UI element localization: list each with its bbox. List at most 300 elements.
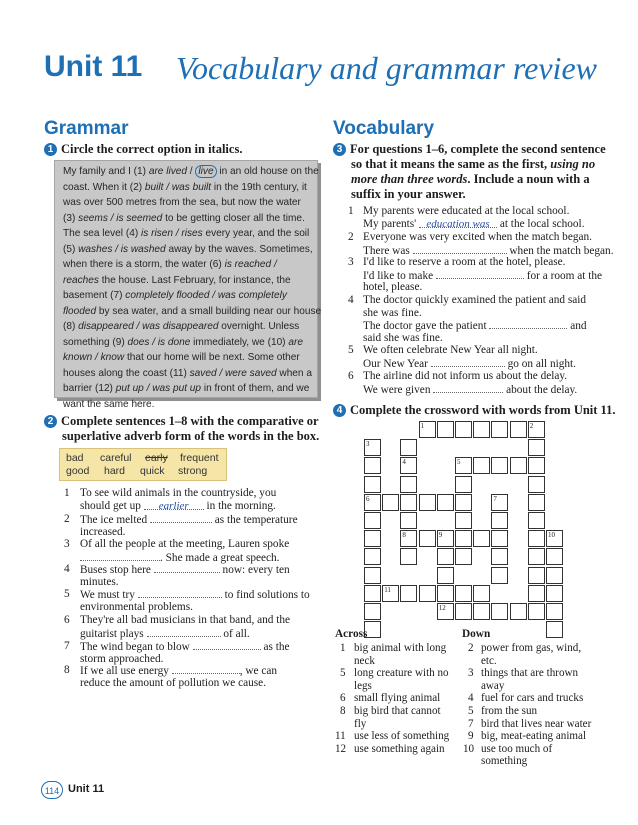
- crossword-cell: [437, 421, 454, 438]
- item-text: of all.: [220, 627, 250, 640]
- ex1-line: [63, 164, 319, 180]
- ex1-line: [63, 335, 311, 351]
- crossword-number: 9: [438, 531, 443, 540]
- crossword-number: 7: [493, 494, 497, 503]
- paragraph-text: /: [186, 166, 196, 177]
- clue-text: long creature with no: [354, 667, 449, 680]
- crossword-number: 12: [438, 604, 446, 612]
- item-text: as the: [260, 641, 290, 653]
- handwritten-answer: education was: [426, 217, 490, 230]
- item-number: 2: [64, 513, 70, 525]
- paragraph-text: immediately, we (10): [190, 336, 289, 348]
- answer-blank: [433, 383, 503, 393]
- paragraph-text: coast. When it (2): [63, 181, 145, 193]
- paragraph-text: was over 500 metres from the sea, but now the water: [63, 197, 301, 208]
- item-line: [80, 664, 277, 678]
- paragraph-text: away by the waves. Sometimes,: [165, 243, 313, 255]
- crossword-cell: [364, 603, 381, 620]
- item-text: said she was fine.: [363, 331, 443, 344]
- item-line: [363, 269, 602, 283]
- clue-number: 3: [468, 667, 474, 680]
- paragraph-text: (5): [63, 243, 79, 255]
- option-text: is reached /: [224, 259, 277, 270]
- answer-blank: [419, 218, 497, 228]
- answer-blank: [489, 319, 567, 329]
- clue-number: 6: [340, 692, 346, 705]
- crossword-cell: [455, 421, 472, 438]
- option-text: known / know: [63, 352, 125, 363]
- crossword-cell: [510, 603, 527, 620]
- crossword-cell: [546, 548, 563, 565]
- crossword-cell: [473, 421, 490, 438]
- crossword-number: 2: [529, 422, 534, 430]
- item-text: when the match began.: [506, 244, 614, 257]
- ex1-instruction: [44, 142, 242, 157]
- crossword-cell: [437, 494, 454, 511]
- item-number: 1: [64, 487, 70, 499]
- item-line: [80, 601, 193, 614]
- item-text: she was fine.: [363, 306, 422, 319]
- handwritten-answer: earlier: [158, 499, 189, 512]
- item-line: [80, 627, 250, 641]
- item-text: The doctor gave the patient: [363, 320, 490, 333]
- item-text: should get up: [80, 499, 144, 512]
- paragraph-text: in front of them, and we: [201, 383, 310, 394]
- clue-number: 2: [468, 642, 474, 654]
- crossword-cell: [455, 603, 472, 620]
- ex1-line: [63, 273, 311, 289]
- paragraph-text: overnight. Unless: [218, 321, 300, 332]
- crossword-cell: [364, 585, 381, 602]
- clue-text: something: [481, 755, 528, 768]
- paragraph-text: by sea water, and a small building near our house: [96, 305, 322, 317]
- option-text: flooded: [63, 305, 97, 317]
- paragraph-text: basement (7): [63, 290, 126, 301]
- word-box: [59, 448, 227, 481]
- answer-blank: [436, 269, 524, 279]
- item-line: [363, 344, 538, 357]
- item-text: for a room at the: [523, 269, 603, 282]
- clue-text: legs: [354, 679, 372, 692]
- crossword-cell: [491, 457, 508, 474]
- crossword-cell: [528, 548, 545, 565]
- ex1-paragraph: [63, 164, 322, 412]
- crossword-cell: [382, 494, 399, 511]
- clue-text: use less of something: [354, 730, 450, 743]
- item-number: 3: [64, 538, 70, 550]
- item-line: [363, 357, 576, 371]
- paragraph-text: (8): [63, 321, 79, 332]
- item-text: My parents': [363, 217, 419, 230]
- crossword-cell: [546, 603, 563, 620]
- option-text: washes / is washed: [78, 243, 166, 255]
- crossword-cell: [473, 585, 490, 602]
- ex3-number-badge: 3: [333, 143, 346, 156]
- item-number: 6: [348, 370, 354, 382]
- item-line: [363, 307, 422, 320]
- option-text: saved / were saved: [189, 367, 277, 379]
- crossword-number: 6: [366, 494, 370, 503]
- item-text: and: [567, 320, 587, 333]
- paragraph-text: My family and I (1): [63, 166, 149, 177]
- item-text: environmental problems.: [80, 600, 193, 613]
- clue-text: small flying animal: [354, 692, 441, 705]
- crossword-cell: [455, 585, 472, 602]
- ex3-instruction-line2b: using no: [550, 157, 596, 171]
- ex2-instruction: [44, 414, 319, 444]
- answer-blank: [154, 563, 220, 573]
- item-text: Of all the people at the meeting, Lauren spoke: [80, 538, 290, 550]
- crossword-cell: [437, 585, 454, 602]
- item-text: in the morning.: [203, 499, 276, 512]
- answer-blank: [144, 500, 204, 510]
- paragraph-text: houses along the coast (11): [63, 367, 190, 379]
- paragraph-text: that our home will be next. Some other: [124, 352, 300, 363]
- clue-text: neck: [354, 654, 375, 667]
- answer-blank: [413, 244, 507, 254]
- clue-number: 10: [463, 742, 475, 755]
- word-box-item: hard: [104, 465, 126, 477]
- item-line: [363, 256, 565, 269]
- page-title: Vocabulary and grammar review: [176, 50, 597, 86]
- clue-text: big animal with long: [354, 642, 447, 654]
- item-text: , we can: [239, 665, 278, 677]
- clue-number: 7: [468, 717, 474, 730]
- word-box-item: quick: [140, 465, 165, 477]
- item-number: 2: [348, 231, 354, 243]
- clue-text: power from gas, wind,: [481, 642, 582, 654]
- ex1-line: [63, 319, 311, 335]
- item-text: hotel, please.: [363, 281, 423, 294]
- crossword-cell: [419, 585, 436, 602]
- ex1-line: [63, 288, 311, 304]
- crossword-cell: [400, 512, 417, 529]
- item-line: [363, 332, 443, 345]
- clue-number: 5: [468, 705, 474, 717]
- paragraph-text: when there is a storm, the water (6): [63, 259, 225, 270]
- crossword-number: 11: [384, 585, 391, 594]
- option-text: does / is done: [127, 336, 191, 348]
- clue-text: things that are thrown: [481, 667, 579, 680]
- crossword-cell: [455, 512, 472, 529]
- ex1-line: [63, 211, 311, 227]
- clue-number: 1: [340, 642, 346, 654]
- crossword-cell: [528, 439, 545, 456]
- crossword-cell: [491, 548, 508, 565]
- item-text: I'd like to reserve a room at the hotel, please.: [363, 256, 566, 268]
- crossword-cell: [455, 530, 472, 547]
- crossword-cell: [473, 530, 490, 547]
- paragraph-text: to be getting closer all the time.: [162, 212, 305, 224]
- item-line: [80, 576, 119, 589]
- paragraph-text: in an old house on the: [216, 166, 319, 177]
- item-line: [363, 281, 422, 294]
- crossword-cell: [419, 530, 436, 547]
- item-number: 7: [64, 640, 70, 652]
- item-number: 6: [64, 614, 70, 626]
- item-text: go on all night.: [504, 357, 577, 370]
- item-text: Buses stop here: [80, 564, 154, 576]
- grammar-heading: Grammar: [44, 118, 129, 139]
- item-line: [363, 294, 586, 307]
- crossword-cell: [400, 494, 417, 511]
- ex1-line: [63, 381, 311, 397]
- crossword-cell: [364, 457, 381, 474]
- crossword-number: 10: [548, 531, 555, 540]
- ex1-line: [63, 366, 311, 382]
- item-text: If we all use energy: [80, 665, 172, 677]
- circled-answer: live: [195, 165, 216, 178]
- crossword-cell: [546, 567, 563, 584]
- paragraph-text: want the same here.: [63, 398, 155, 410]
- clue-text: etc.: [481, 654, 497, 667]
- crossword-number: 8: [402, 531, 406, 540]
- ex1-line: [63, 242, 311, 258]
- word-box-item: frequent: [180, 452, 219, 464]
- item-line: [80, 513, 298, 527]
- paragraph-text: something (9): [63, 336, 128, 348]
- item-line: [363, 383, 577, 397]
- paragraph-text: when a: [276, 367, 312, 379]
- item-number: 4: [64, 563, 70, 575]
- crossword-cell: [546, 585, 563, 602]
- option-text: built / was built: [144, 181, 212, 193]
- crossword-cell: [491, 512, 508, 529]
- option-text: are: [288, 336, 303, 348]
- option-text: are lived: [148, 166, 187, 177]
- crossword-cell: [510, 421, 527, 438]
- crossword-cell: [419, 494, 436, 511]
- crossword-cell: [546, 621, 563, 638]
- item-text: The ice melted: [80, 514, 150, 526]
- option-text: reaches: [63, 274, 99, 286]
- crossword-cell: [364, 476, 381, 493]
- clue-text: fuel for cars and trucks: [481, 692, 584, 705]
- item-line: [80, 526, 125, 539]
- ex1-instruction-text: Circle the correct option in italics.: [61, 142, 243, 156]
- item-text: I'd like to make: [363, 269, 436, 282]
- clue-number: 5: [340, 667, 346, 680]
- item-text: storm approached.: [80, 652, 164, 665]
- crossword-cell: [400, 476, 417, 493]
- paragraph-text: (3): [63, 212, 79, 224]
- ex4-instruction: [333, 403, 616, 418]
- ex4-instruction-text: Complete the crossword with words from Unit 11.: [350, 403, 616, 417]
- word-box-item: bad: [66, 452, 84, 464]
- crossword-cell: [528, 512, 545, 529]
- crossword-cell: [528, 603, 545, 620]
- paragraph-text: the house. Last February, for instance, the: [98, 274, 291, 286]
- clue-number: 9: [468, 730, 474, 743]
- item-text: . She made a great speech.: [160, 551, 280, 564]
- item-line: [363, 205, 569, 218]
- answer-blank: [172, 664, 240, 674]
- item-text: as the temperature: [211, 514, 298, 526]
- crossword-cell: [491, 530, 508, 547]
- word-box-item: careful: [100, 452, 132, 464]
- item-number: 4: [348, 294, 354, 306]
- clue-text: bird that lives near water: [481, 717, 592, 730]
- item-text: The doctor quickly examined the patient and said: [363, 294, 587, 306]
- item-line: [80, 588, 310, 602]
- answer-blank: [147, 627, 221, 637]
- item-line: [363, 218, 585, 231]
- crossword-cell: [364, 512, 381, 529]
- ex3-instruction: [333, 142, 623, 202]
- crossword-cell: [510, 457, 527, 474]
- vocabulary-heading: Vocabulary: [333, 118, 435, 139]
- crossword-cell: [491, 567, 508, 584]
- item-text: at the local school.: [497, 217, 585, 230]
- item-number: 5: [64, 588, 70, 600]
- ex1-line: [63, 180, 311, 196]
- ex1-number-badge: 1: [44, 143, 57, 156]
- option-text: put up / was put up: [115, 383, 202, 394]
- item-text: We often celebrate New Year all night.: [363, 344, 538, 356]
- option-text: completely flooded / was completely: [125, 290, 287, 301]
- ex1-line: [63, 397, 311, 413]
- item-text: minutes.: [80, 575, 119, 588]
- word-box-item: strong: [178, 465, 208, 477]
- clue-number: 12: [335, 742, 347, 755]
- unit-title: Unit 11: [44, 50, 143, 83]
- crossword-cell: [364, 548, 381, 565]
- item-number: 3: [348, 256, 354, 268]
- item-text: We were given: [363, 383, 434, 396]
- item-text: Our New Year: [363, 357, 431, 370]
- clue-text: from the sun: [481, 705, 538, 717]
- crossword-cell: [528, 476, 545, 493]
- down-heading: Down: [462, 628, 491, 640]
- clue-text: use too much of: [481, 742, 553, 755]
- ex1-line: [63, 350, 311, 366]
- answer-blank: [193, 640, 261, 650]
- ex3-instruction-line3b: . Include a noun with a: [467, 172, 590, 186]
- item-text: about the delay.: [503, 383, 578, 396]
- item-text: guitarist plays: [80, 627, 147, 640]
- crossword-cell: [437, 548, 454, 565]
- clue-text: big bird that cannot: [354, 705, 441, 717]
- paragraph-text: in the 19th century, it: [211, 181, 307, 193]
- item-text: Everyone was very excited when the match began.: [363, 231, 592, 243]
- crossword-number: 1: [420, 422, 425, 430]
- item-text: There was: [363, 244, 413, 257]
- ex1-line: [63, 304, 322, 320]
- paragraph-text: every year, and the soil: [202, 228, 310, 239]
- answer-blank: [80, 551, 160, 561]
- ex2-instruction-line1: Complete sentences 1–8 with the comparative or: [61, 414, 319, 428]
- word-box-item: early: [145, 452, 168, 464]
- item-text: The wind began to blow: [80, 641, 193, 653]
- clue-text: use something again: [354, 742, 445, 755]
- paragraph-text: barrier (12): [63, 383, 116, 394]
- ex3-instruction-line3a: more than three words: [351, 172, 468, 186]
- ex2-number-badge: 2: [44, 415, 57, 428]
- item-line: [80, 677, 266, 690]
- clue-number: 8: [340, 705, 346, 717]
- item-line: [80, 500, 276, 513]
- crossword-cell: [473, 457, 490, 474]
- across-heading: Across: [335, 628, 368, 640]
- item-text: To see wild animals in the countryside, you: [80, 487, 277, 499]
- item-line: [80, 563, 290, 577]
- crossword-cell: [473, 603, 490, 620]
- word-box-item: good: [66, 465, 90, 477]
- crossword-number: 3: [366, 440, 370, 449]
- crossword-number: 4: [402, 458, 406, 467]
- crossword-cell: [455, 494, 472, 511]
- option-text: seems / is seemed: [78, 212, 163, 224]
- item-text: The airline did not inform us about the delay.: [363, 370, 568, 382]
- ex2-instruction-line2: superlative adverb form of the words in the box.: [62, 429, 320, 443]
- crossword-cell: [364, 530, 381, 547]
- ex3-instruction-line1: For questions 1–6, complete the second sentence: [350, 142, 606, 156]
- crossword-cell: [455, 476, 472, 493]
- ex3-instruction-line4: suffix in your answer.: [351, 187, 466, 201]
- answer-blank: [431, 357, 505, 367]
- clue-text: big, meat-eating animal: [481, 730, 587, 743]
- clue-number: 11: [335, 730, 346, 743]
- footer-unit-label: Unit 11: [68, 783, 105, 795]
- crossword-number: 5: [457, 458, 461, 467]
- clue-text: fly: [354, 717, 367, 730]
- crossword-cell: [364, 567, 381, 584]
- item-line: [363, 231, 592, 244]
- answer-blank: [138, 588, 222, 598]
- crossword-cell: [528, 457, 545, 474]
- ex1-line: [63, 257, 311, 273]
- option-text: is risen / rises: [140, 228, 203, 239]
- crossword-cell: [400, 548, 417, 565]
- item-line: [80, 538, 289, 551]
- item-number: 1: [348, 205, 354, 217]
- item-text: They're all bad musicians in that band, and the: [80, 614, 291, 626]
- item-number: 8: [64, 664, 70, 676]
- item-number: 5: [348, 344, 354, 356]
- ex1-line: [63, 226, 311, 242]
- item-text: to find solutions to: [221, 589, 310, 601]
- item-line: [80, 614, 290, 627]
- item-line: [80, 640, 290, 654]
- page-number: 114: [41, 781, 63, 799]
- item-text: My parents were educated at the local school.: [363, 205, 570, 217]
- item-text: increased.: [80, 525, 126, 538]
- ex1-line: [63, 195, 311, 211]
- item-line: [363, 319, 587, 333]
- item-text: We must try: [80, 589, 138, 601]
- crossword-cell: [528, 494, 545, 511]
- crossword-cell: [528, 530, 545, 547]
- ex3-instruction-line2a: so that it means the same as the first,: [351, 157, 551, 171]
- crossword-cell: [400, 585, 417, 602]
- crossword-cell: [400, 439, 417, 456]
- ex4-number-badge: 4: [333, 404, 346, 417]
- item-text: reduce the amount of pollution we cause.: [80, 676, 267, 689]
- crossword-cell: [528, 567, 545, 584]
- clue-number: 4: [468, 692, 474, 705]
- item-line: [80, 487, 276, 500]
- crossword-cell: [491, 421, 508, 438]
- crossword-cell: [528, 585, 545, 602]
- crossword-cell: [455, 548, 472, 565]
- item-text: now: every ten: [219, 564, 290, 576]
- clue-text: away: [481, 679, 505, 692]
- answer-blank: [150, 513, 212, 523]
- item-line: [363, 370, 567, 383]
- crossword-cell: [491, 603, 508, 620]
- paragraph-text: The sea level (4): [63, 228, 141, 239]
- crossword-cell: [437, 567, 454, 584]
